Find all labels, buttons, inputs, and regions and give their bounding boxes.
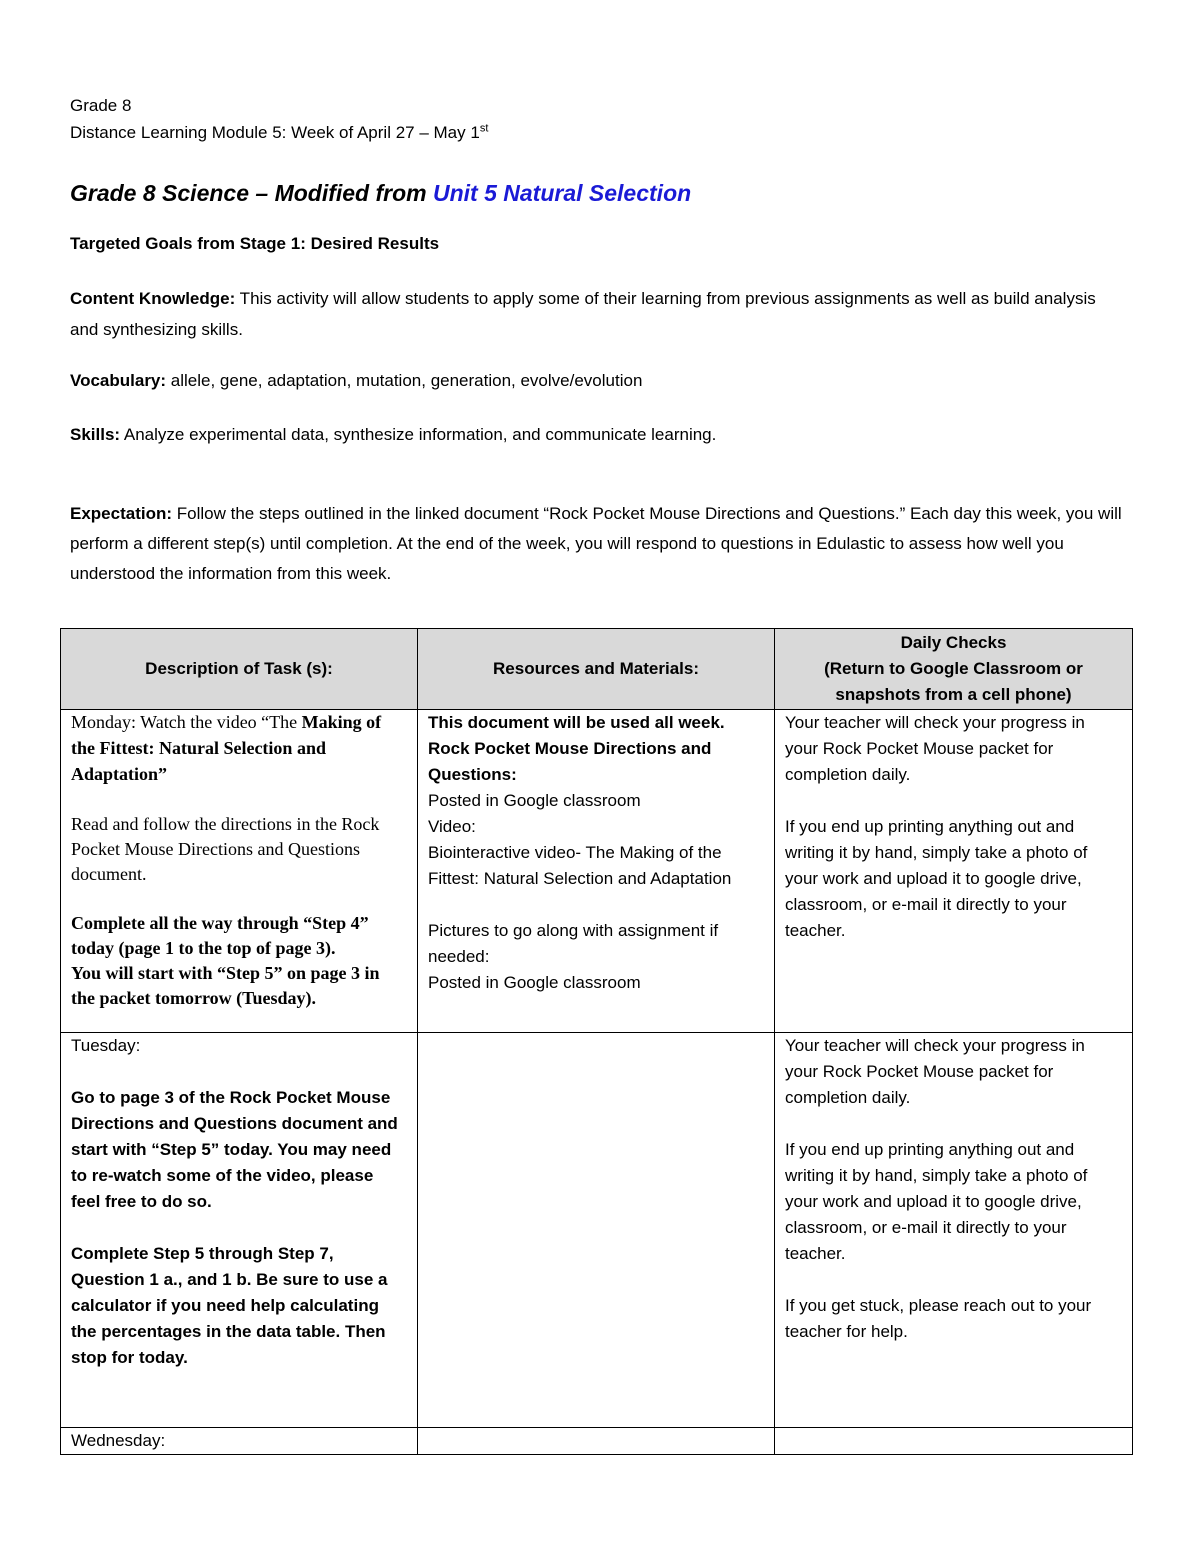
vocabulary-text: allele, gene, adaptation, mutation, generation, evolve/evolution: [166, 371, 643, 390]
content-knowledge: [70, 283, 1120, 345]
tuesday-check-help: If you get stuck, please reach out to your teacher for help.: [785, 1296, 1092, 1341]
targeted-goals-heading: Targeted Goals from Stage 1: Desired Results: [70, 234, 440, 253]
monday-check-progress: Your teacher will check your progress in your Rock Pocket Mouse packet for completion daily.: [785, 713, 1085, 784]
wednesday-resources: [418, 1428, 775, 1455]
spacer: [71, 1059, 407, 1085]
spacer: [428, 892, 764, 918]
tuesday-description: [61, 1033, 418, 1428]
monday-video-title: Making of the Fittest: Natural Selection and Adaptation”: [71, 712, 382, 784]
table-row-monday: [61, 710, 1133, 1033]
header-description: Description of Task (s):: [61, 629, 418, 710]
spacer: [71, 1215, 407, 1241]
resource-posted-classroom: Posted in Google classroom: [428, 791, 641, 810]
expectation-label: Expectation:: [70, 504, 173, 523]
title-main: Grade 8 Science – Modified from: [70, 180, 433, 206]
wednesday-checks: [775, 1428, 1133, 1455]
module-superscript: st: [479, 122, 489, 135]
wednesday-description: Wednesday:: [61, 1428, 418, 1455]
grade-line: Grade 8: [70, 96, 132, 115]
tuesday-instructions: Go to page 3 of the Rock Pocket Mouse Directions and Questions document and start with “Step 5” today. You may need to re-watch some of the video, please feel free to do so.: [71, 1088, 398, 1211]
monday-checks: [775, 710, 1133, 1033]
document-page: [70, 92, 1132, 589]
vocabulary-label: Vocabulary:: [70, 371, 167, 390]
resource-document-title: Rock Pocket Mouse Directions and Questions:: [428, 739, 712, 784]
tuesday-checks: [775, 1033, 1133, 1428]
spacer: [785, 788, 1122, 814]
vocabulary: [70, 367, 1132, 395]
spacer: [71, 887, 407, 911]
monday-check-upload: If you end up printing anything out and writing it by hand, simply take a photo of your work and upload it to google drive, classroom, or e-mail it directly to your teacher.: [785, 817, 1088, 940]
table-row-wednesday: [61, 1428, 1133, 1455]
tuesday-label: Tuesday:: [71, 1036, 141, 1055]
task-table: [60, 628, 1133, 1455]
expectation-text: Follow the steps outlined in the linked document “Rock Pocket Mouse Directions and Questions.” Each day this week, you will perform a different step(s) until completion. At the end of the week, you will respond to questions in Edulastic to assess how well you understood the information from this week.: [70, 504, 1122, 583]
tuesday-complete-steps: Complete Step 5 through Step 7, Question 1 a., and 1 b. Be sure to use a calculator if you need help calculating the percentages in the data table. Then stop for today.: [71, 1244, 388, 1367]
table-header-row: [61, 629, 1133, 710]
unit-link[interactable]: Unit 5 Natural Selection: [433, 180, 692, 206]
header-daily-checks: [775, 629, 1133, 710]
resource-pictures: Pictures to go along with assignment if needed:: [428, 921, 719, 966]
resource-video-label: Video:: [428, 817, 476, 836]
skills: [70, 421, 1132, 449]
monday-start-step: You will start with “Step 5” on page 3 in the packet tomorrow (Tuesday).: [71, 963, 380, 1008]
resource-posted-classroom-2: Posted in Google classroom: [428, 973, 641, 992]
table-row-tuesday: [61, 1033, 1133, 1428]
daily-checks-title: Daily Checks: [900, 633, 1007, 652]
expectation: [70, 499, 1132, 589]
monday-resources: [418, 710, 775, 1033]
monday-description: [61, 710, 418, 1033]
module-text: Distance Learning Module 5: Week of April 27 – May 1: [70, 123, 480, 142]
content-knowledge-label: Content Knowledge:: [70, 289, 236, 308]
module-line: [70, 119, 1132, 146]
monday-intro: Monday: Watch the video “The: [71, 712, 302, 732]
resource-all-week: This document will be used all week.: [428, 713, 725, 732]
monday-complete-step: Complete all the way through “Step 4” today (page 1 to the top of page 3).: [71, 913, 369, 958]
header-resources: Resources and Materials:: [418, 629, 775, 710]
spacer: [785, 1267, 1122, 1293]
skills-text: Analyze experimental data, synthesize information, and communicate learning.: [120, 425, 717, 444]
resource-video-link[interactable]: Biointeractive video- The Making of the Fittest: Natural Selection and Adaptation: [428, 843, 732, 888]
tuesday-resources: [418, 1033, 775, 1428]
daily-checks-subtitle: (Return to Google Classroom or snapshots from a cell phone): [824, 659, 1083, 704]
monday-read-directions: Read and follow the directions in the Rock Pocket Mouse Directions and Questions document.: [71, 814, 380, 884]
skills-label: Skills:: [70, 425, 121, 444]
spacer: [785, 1111, 1122, 1137]
content-knowledge-text: This activity will allow students to apply some of their learning from previous assignments as well as build analysis and synthesizing skills.: [70, 289, 1096, 339]
spacer: [71, 788, 407, 812]
tuesday-check-upload: If you end up printing anything out and writing it by hand, simply take a photo of your work and upload it to google drive, classroom, or e-mail it directly to your teacher.: [785, 1140, 1088, 1263]
tuesday-check-progress: Your teacher will check your progress in your Rock Pocket Mouse packet for completion daily.: [785, 1036, 1085, 1107]
page-title: [70, 176, 1132, 210]
